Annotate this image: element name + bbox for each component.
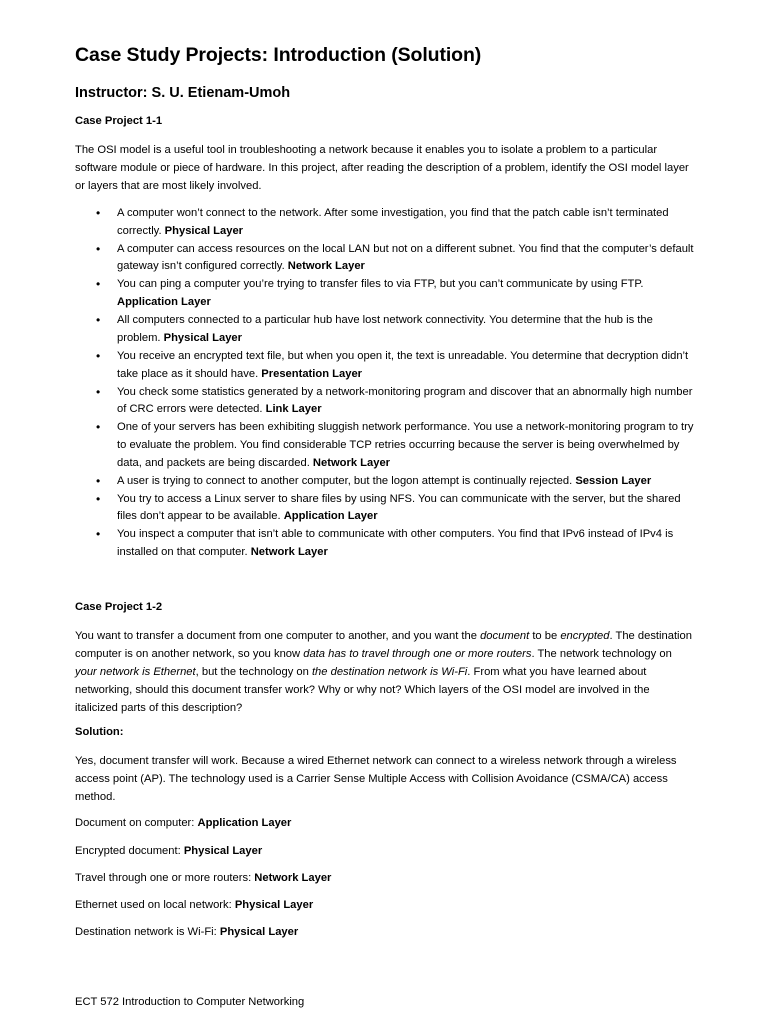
solution-heading: Solution: [75,726,124,738]
list-item: • You check some statistics generated by a network-monitoring program and discover that an abnormally high number of CRC errors were detected. Link Layer [96,384,693,416]
answer-line: Destination network is Wi-Fi: Physical Layer [75,926,299,938]
answer-line: Ethernet used on local network: Physical Layer [75,899,314,911]
bullet-icon: • [96,473,101,488]
answer-line: Document on computer: Application Layer [75,817,292,829]
list-item: • A computer can access resources on the local LAN but not on a different subnet. You find that the computer’s default gateway isn’t configured correctly. Network Layer [96,241,694,273]
bullet-icon: • [96,384,101,399]
list-item: • You try to access a Linux server to share files by using NFS. You can communicate with the server, but the shared files don’t appear to be available. Application Layer [96,491,681,523]
list-item: • One of your servers has been exhibiting sluggish network performance. You use a network-monitoring program to try to evaluate the problem. You find considerable TCP retries occurring because the server is being overwhelmed by data, and packets are being discarded. Network Layer [96,420,694,469]
list-item: • All computers connected to a particular hub have lost network connectivity. You determine that the hub is the problem. Physical Layer [96,313,653,344]
solution-text: Yes, document transfer will work. Because a wired Ethernet network can connect to a wireless network through a wireless access point (AP). The technology used is a Carrier Sense Multiple Access with Collision Avoidance (CSMA/CA) access method. [75,755,677,803]
page-footer: ECT 572 Introduction to Computer Networking [75,996,305,1008]
answer-line: Encrypted document: Physical Layer [75,845,263,857]
list-item: • You can ping a computer you’re trying to transfer files to via FTP, but you can’t communicate by using FTP. Application Layer [96,277,644,309]
page-title: Case Study Projects: Introduction (Solution) [75,44,482,66]
case-project-1-intro: The OSI model is a useful tool in troubleshooting a network because it enables you to isolate a problem to a particular software module or piece of hardware. In this project, after reading the description of a problem, identify the OSI model layer or layers that are most likely involved. [75,144,689,192]
bullet-icon: • [96,348,101,363]
bullet-icon: • [96,206,101,220]
answer-line: Travel through one or more routers: Network Layer [75,872,332,884]
instructor-line: Instructor: S. U. Etienam-Umoh [75,85,291,101]
list-item: • You receive an encrypted text file, but when you open it, the text is unreadable. You determine that decryption didn’t take place as it should have. Presentation Layer [96,348,689,380]
list-item: • A computer won’t connect to the network. After some investigation, you find that the patch cable isn’t terminated correctly. Physical Layer [96,206,669,237]
case-project-1-list [75,205,695,562]
list-item: • A user is trying to connect to another computer, but the logon attempt is continually rejected. Session Layer [75,473,695,491]
list-item: • You inspect a computer that isn’t able to communicate with other computers. You find that IPv6 instead of IPv4 is installed on that computer. Network Layer [96,527,674,559]
bullet-icon: • [96,277,101,292]
bullet-icon: • [96,313,101,328]
bullet-icon: • [96,491,101,506]
bullet-icon: • [96,527,101,542]
case-project-2-heading: Case Project 1-2 [75,601,163,613]
case-project-2-question: You want to transfer a document from one computer to another, and you want the document to be encrypted. The destination computer is on another network, so you know data has to travel through one or more routers. The network technology on your network is Ethernet, but the technology on the destination network is Wi-Fi. From what you have learned about networking, should this document transfer work? Why or why not? Which layers of the OSI model are involved in the italicized parts of this description? [75,630,692,714]
bullet-icon: • [96,420,101,435]
bullet-icon: • [96,241,101,256]
case-project-1-heading: Case Project 1-1 [75,115,163,127]
